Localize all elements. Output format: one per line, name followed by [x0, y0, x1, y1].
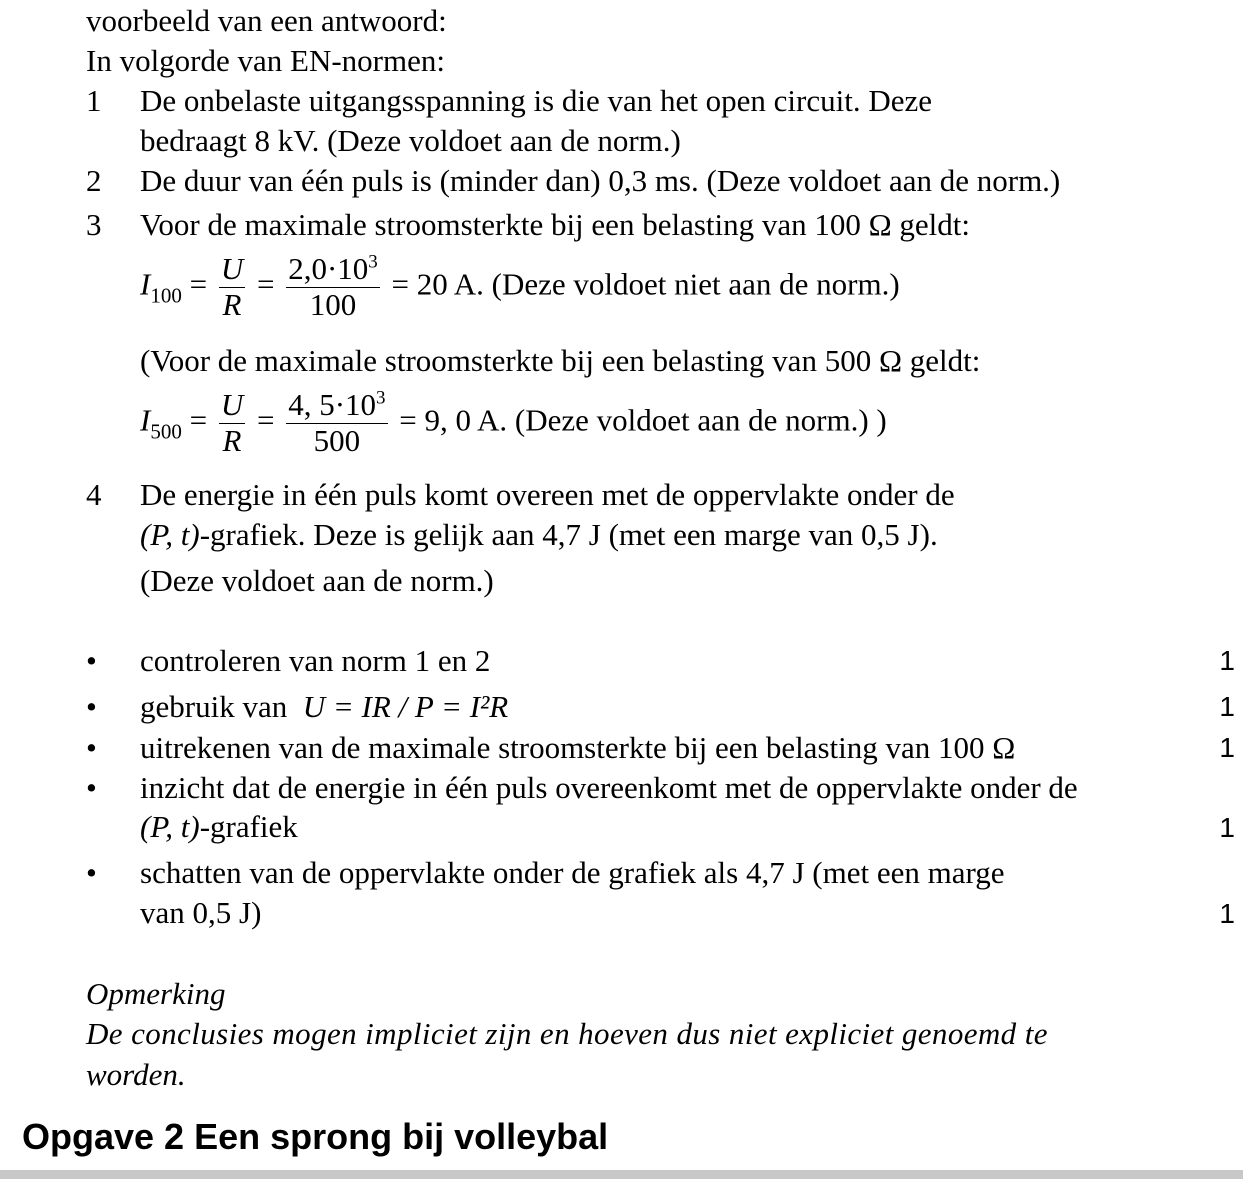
eq-symbol: I [140, 266, 151, 302]
fraction-denominator: R [222, 286, 242, 322]
fraction-numerator: U [220, 387, 244, 422]
criterion-4-line-2-text: -grafiek [199, 809, 298, 844]
score-point: 1 [1219, 645, 1235, 676]
eq-subscript: 500 [150, 419, 182, 444]
remark-line-1: De conclusies mogen impliciet zijn en hoeven dus niet expliciet genoemd te [86, 1016, 1048, 1051]
answer-intro: voorbeeld van een antwoord: [86, 3, 447, 38]
fraction-numerator: U [220, 251, 244, 286]
fraction-u-over-r [219, 388, 245, 458]
bullet-symbol: • [86, 689, 97, 724]
fraction-numerator [286, 388, 387, 424]
item-number: 1 [86, 83, 102, 118]
fraction-denominator: 500 [313, 422, 361, 458]
item-4-line-2-text: -grafiek. Deze is gelijk aan 4,7 J (met een marge van 0,5 J). [199, 517, 938, 552]
bullet-symbol: • [86, 643, 97, 678]
eq-equals: = [256, 402, 275, 438]
item-3-line-2: (Voor de maximale stroomsterkte bij een belasting van 500 Ω geldt: [140, 343, 981, 378]
pt-graph-label: (P, t) [140, 517, 200, 552]
score-point: 1 [1219, 732, 1235, 763]
item-2-line-1: De duur van één puls is (minder dan) 0,3 ms. (Deze voldoet aan de norm.) [140, 163, 1061, 198]
fraction-numerator [286, 252, 380, 288]
remark-title: Opmerking [86, 976, 226, 1011]
criterion-5-line-2: van 0,5 J) [140, 895, 262, 930]
numerator-exponent: 3 [376, 387, 386, 409]
bullet-symbol: • [86, 770, 97, 805]
section-heading: Opgave 2 Een sprong bij volleybal [22, 1116, 609, 1157]
item-number: 4 [86, 477, 102, 512]
criterion-4-line-1: inzicht dat de energie in één puls overeenkomt met de oppervlakte onder de [140, 770, 1078, 805]
score-point: 1 [1219, 812, 1235, 843]
numerator-base: 4, 5·10 [288, 387, 377, 422]
fraction-denominator: 100 [309, 286, 357, 322]
numerator-exponent: 3 [368, 251, 378, 273]
item-4-line-3: (Deze voldoet aan de norm.) [140, 563, 494, 598]
bullet-symbol: • [86, 730, 97, 765]
item-4-line-2 [140, 516, 938, 555]
item-number: 3 [86, 207, 102, 242]
eq-result: = 20 A. (Deze voldoet niet aan de norm.) [391, 266, 900, 302]
bottom-divider [0, 1170, 1243, 1179]
fraction-values [286, 252, 380, 322]
eq-subscript: 100 [150, 283, 182, 308]
score-point: 1 [1219, 898, 1235, 929]
fraction-values [286, 388, 387, 458]
item-number: 2 [86, 163, 102, 198]
eq-equals: = [189, 402, 208, 438]
bullet-symbol: • [86, 855, 97, 890]
pt-graph-label: (P, t) [140, 809, 200, 844]
fraction-denominator: R [222, 422, 242, 458]
criterion-2 [140, 688, 508, 727]
criterion-4-line-2 [140, 808, 298, 847]
remark-line-2: worden. [86, 1057, 186, 1092]
eq-symbol: I [140, 402, 151, 438]
eq-result: = 9, 0 A. (Deze voldoet aan de norm.) ) [399, 402, 887, 438]
fraction-u-over-r [219, 252, 245, 322]
item-1-line-2: bedraagt 8 kV. (Deze voldoet aan de norm.) [140, 123, 681, 158]
eq-equals: = [189, 266, 208, 302]
norm-order-intro: In volgorde van EN-normen: [86, 43, 445, 78]
eq-equals: = [256, 266, 275, 302]
score-point: 1 [1219, 691, 1235, 722]
criterion-3: uitrekenen van de maximale stroomsterkte bij een belasting van 100 Ω [140, 730, 1016, 765]
equation-i100 [140, 252, 900, 322]
criterion-5-line-1: schatten van de oppervlakte onder de grafiek als 4,7 J (met een marge [140, 855, 1005, 890]
numerator-base: 2,0·10 [288, 251, 369, 286]
item-3-line-1: Voor de maximale stroomsterkte bij een belasting van 100 Ω geldt: [140, 207, 971, 242]
criterion-1: controleren van norm 1 en 2 [140, 643, 491, 678]
criterion-2-formula: U = IR / P = I²R [302, 689, 509, 724]
equation-i500 [140, 388, 887, 458]
item-1-line-1: De onbelaste uitgangsspanning is die van het open circuit. Deze [140, 83, 932, 118]
item-4-line-1: De energie in één puls komt overeen met de oppervlakte onder de [140, 477, 955, 512]
criterion-2-text: gebruik van [140, 689, 288, 724]
